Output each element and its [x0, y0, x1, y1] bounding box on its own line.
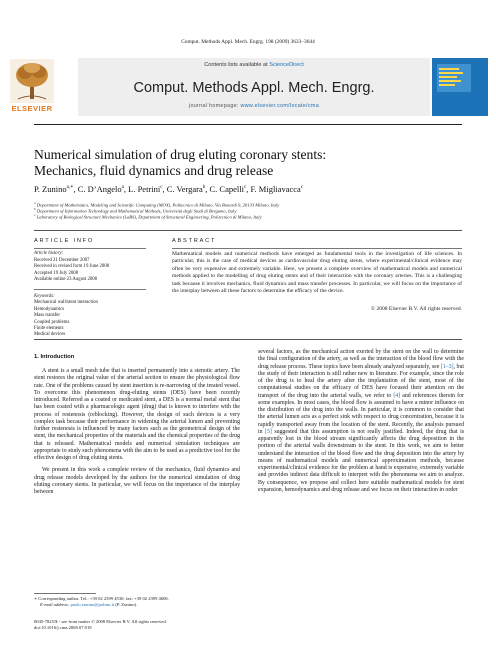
abstract-rule [172, 248, 462, 249]
email-link[interactable]: paolo.zunino@polimi.it [70, 602, 115, 607]
sciencedirect-link[interactable]: ScienceDirect [269, 62, 304, 68]
body-paragraph: We present in this work a complete review of the mechanics, fluid dynamics and drug release models developed by the authors for the numerical simulation of drug eluting coronary stents. In particular, we will focus on the importance of the interplay between [34, 467, 240, 495]
body-text: , but the study of their interaction is still rather new in literature. For example, since the role of the drug is to heal the artery after the implantation of the stent, most of the computational studies on the efficacy of DES have focused their attention on the transport of the drug into the arterial walls, we refer to [258, 363, 465, 399]
cover-line [439, 80, 461, 82]
body-text: several factors, as the mechanical action exerted by the stent on the wall to determine the final configuration of the artery, as well as the interaction of the blood flow with the drug release process. These topics have been already analyzed separately, see [258, 349, 464, 370]
body-text: and references therein for some examples. In most cases, the blood flow is assumed to have a minor influence on the distribution of the drug into the walls. In particular, it is common to consider that the arterial lumen acts as a perfect sink with respect to drug concentration, because it is rapidly transported away from the location of the stent. Recently, the analysis pursued in [258, 392, 464, 435]
copyright-line: © 2008 Elsevier B.V. All rights reserved. [370, 306, 462, 312]
author-affil-mark: c [160, 185, 163, 191]
elsevier-tree-icon [10, 59, 54, 103]
cover-line [439, 68, 459, 70]
author-name: F. Migliavacca [250, 184, 301, 194]
keywords-label: Keywords: [34, 294, 55, 299]
affiliation-text: Laboratory of Biological Structure Mechanics (LaBS), Department of Structural Engineering, Politecnico di Milano, Italy [36, 214, 262, 220]
homepage-prefix: journal homepage: [188, 103, 241, 109]
author-name: C. D’Angelo [77, 184, 122, 194]
homepage-link[interactable]: www.elsevier.com/locate/cma [240, 103, 320, 109]
history-item: Received in revised form 19 June 2008 [34, 264, 110, 270]
right-column [258, 349, 464, 494]
cover-line [439, 76, 457, 78]
abstract-divider [34, 339, 462, 340]
footnote-star: ∗ [34, 596, 38, 601]
article-title [34, 147, 464, 179]
cover-line [439, 84, 455, 86]
keyword-item: Medical devices [34, 332, 66, 338]
email-suffix: (P. Zunino). [114, 602, 138, 607]
affiliation-mark: c [34, 213, 36, 217]
abstract-heading: ABSTRACT [172, 238, 217, 244]
footnote-email [34, 602, 244, 608]
publisher-name: ELSEVIER [11, 104, 53, 113]
article-history [34, 251, 152, 284]
section-heading: 1. Introduction [34, 354, 75, 360]
citation-link[interactable]: [4] [393, 392, 401, 399]
author-affil-mark: a [121, 185, 124, 191]
keyword-item: Finite elements [34, 326, 64, 332]
body-paragraph: A stent is a small mesh tube that is inserted permanently into a stenotic artery. The stent restores the original value of the arterial section to ensure the physiological flow rate. One of the problems caused by stent insertion is re-narrowing of the treated vessel. To overcome this phenomenon drug-eluting stents (DES) have been recently introduced. Referred as a coated or medicated stent, a DES is a normal metal stent that has been coated with a pharmacologic agent (drug) that is known to interfere with the process of restenosis (reblocking). However, the design of such devices is a very complex task because their performance in widening the arterial lumen and preventing further restenosis is influenced by many factors such as the geometrical design of the stent, the mechanical properties of the materials and the chemical properties of the drug that is released. Mathematical models and numerical simulation techniques are appropriate to study such phenomena with the aim to be used as a predictive tool for the effective design of drug eluting stents. [34, 368, 240, 461]
elsevier-logo [10, 59, 54, 115]
affiliation-mark: a [34, 201, 36, 205]
footnote [34, 596, 244, 608]
article-info-heading: ARTICLE INFO [34, 238, 95, 244]
contents-line [78, 62, 430, 68]
article-info-rule [34, 248, 146, 249]
author-affil-mark: c [244, 185, 247, 191]
author-name: C. Capelli [209, 184, 244, 194]
journal-banner [78, 58, 430, 116]
author-name: C. Vergara [166, 184, 203, 194]
author-list: P. Zunino$^{a,∗}$, C. D’Angelo$^a$, L. Petrini$^c$, C. Vergara$^b$, C. Capelli$^c$, F. Migliavacca$^c$ [34, 184, 304, 194]
history-item: Available online 23 August 2008 [34, 277, 98, 283]
header-divider [34, 124, 462, 125]
keyword-item: Mass transfer [34, 313, 60, 319]
footnote-rule [34, 593, 96, 594]
history-label: Article history: [34, 251, 64, 256]
keyword-item: Hemodynamics [34, 306, 65, 312]
history-item: Received 21 December 2007 [34, 257, 90, 263]
body-text: suggested that this assumption is not really justified. Indeed, the drug that is apparently lost in the blood stream significantly affects the drug deposition in the portion of the arterial walls downstream to the stent. In this work, we aim to better understand the interaction of the blood flow and the drug deposition into the artery by means of mathematical models and numerical approximation methods, because experimental/clinical evidence for the problem at hand is expensive, extremely variable and provides indirect data difficult to interpret with the phenomena we aim to analyze. By consequence, we propose and collect here suitable mathematical models for stent expansion, hemodynamics and drug release and we focus on their interaction in order [258, 428, 464, 493]
affiliation-text: Department of Information Technology and Mathematical Methods, Università degli Studi di Bergamo, Italy [36, 208, 237, 214]
body-paragraph [258, 349, 464, 494]
issn-line: 0045-7825/$ - see front matter © 2008 Elsevier B.V. All rights reserved. [34, 619, 167, 624]
abstract-text: Mathematical models and numerical methods have emerged as fundamental tools in the investigation of life sciences. In particular, this is the case of medical devices as cardiovascular drug eluting stents, where experimental/clinical evidence may often be very expensive and extremely variable. Here, we present a complete overview of mathematical models and numerical methods applied to the modelling of drug eluting stents and of their interaction with the coronary arteries. This is a challenging task because it involves mechanics, fluid dynamics and mass transfer processes. In particular, we will focus on the importance of the interplay between all these factors to determine the efficacy of the device. [172, 251, 462, 295]
history-rule [34, 289, 146, 290]
author-name: L. Petrini [128, 184, 161, 194]
title-line-1: Numerical simulation of drug eluting coronary stents: [34, 147, 327, 162]
email-label: E-mail address: [40, 602, 71, 607]
cover-line [439, 72, 463, 74]
citation-link[interactable]: [5] [265, 428, 272, 435]
citation-link[interactable]: [1–3] [440, 363, 454, 370]
journal-header [8, 58, 488, 116]
keyword-item: Coupled problems [34, 319, 70, 325]
running-citation: Comput. Methods Appl. Mech. Engrg. 198 (2009) 3633–3644 [181, 39, 315, 45]
keyword-item: Mechanical wall/stent interaction [34, 300, 98, 306]
affiliation-text: Department of Mathematics, Modeling and Scientific Computing (MOX), Politecnico di Milano, Via Bonardi 9, 20133 Milano, Italy [36, 202, 280, 208]
footnote-text: Corresponding author. Tel.: +39 02 2399 4530; fax: +39 02 2399 4606. [38, 596, 169, 601]
journal-title: Comput. Methods Appl. Mech. Engrg. [133, 80, 375, 96]
affiliation-mark: b [34, 207, 36, 211]
affiliation [34, 213, 474, 220]
title-line-2: Mechanics, fluid dynamics and drug release [34, 163, 274, 178]
publication-info [34, 619, 334, 631]
contents-prefix: Contents lists available at [204, 62, 270, 68]
journal-homepage [78, 103, 430, 109]
keywords [34, 294, 152, 339]
author-affil-mark: b [202, 185, 206, 191]
author-affil-mark: c [300, 185, 304, 191]
author-name: P. Zunino [34, 184, 67, 194]
doi-line: doi:10.1016/j.cma.2008.07.019 [34, 625, 92, 630]
history-item: Accepted 19 July 2008 [34, 270, 79, 276]
left-column [34, 368, 240, 496]
journal-cover-thumbnail [432, 58, 488, 116]
affiliation-divider [34, 230, 462, 231]
author-affil-mark: a,∗ [66, 185, 74, 191]
